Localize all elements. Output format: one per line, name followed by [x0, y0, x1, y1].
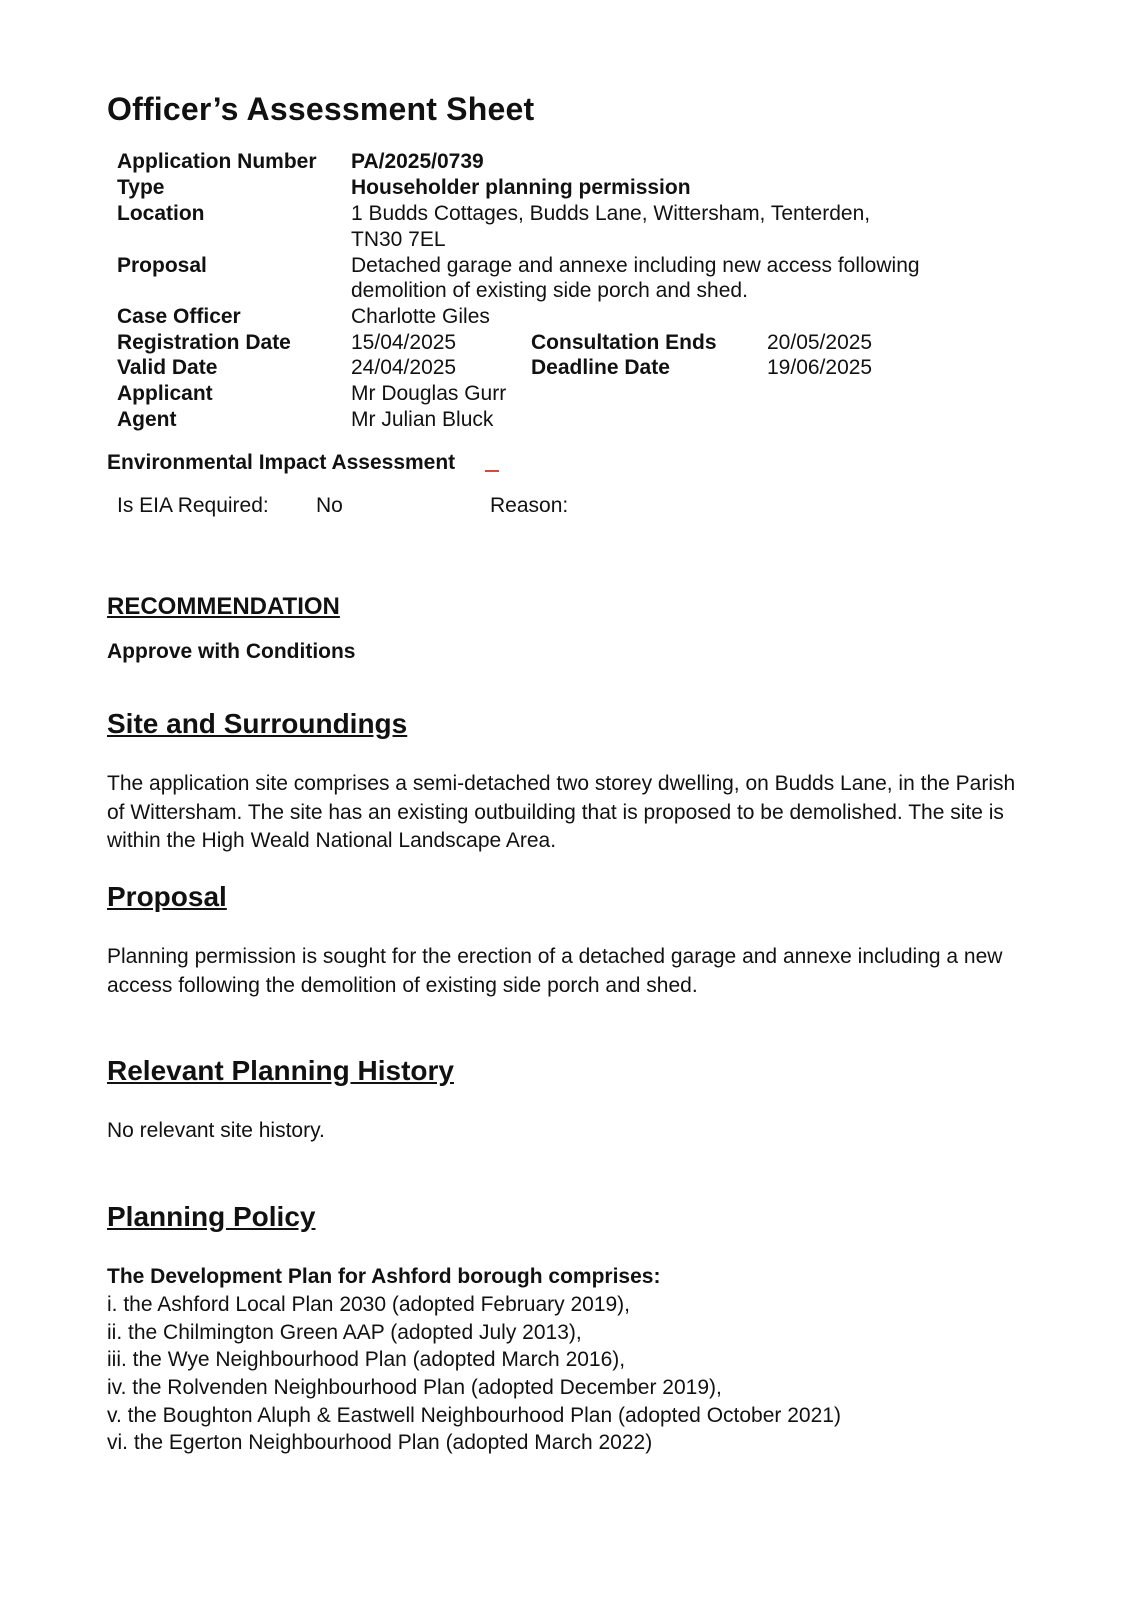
eia-reason-label: Reason: [490, 494, 569, 517]
registration-date-value: 15/04/2025 [351, 331, 457, 354]
applicant-label: Applicant [117, 382, 213, 405]
policy-list-item: v. the Boughton Aluph & Eastwell Neighbourhood Plan (adopted October 2021) [107, 1404, 841, 1427]
proposal-value-line1: Detached garage and annexe including new access following [351, 254, 920, 277]
policy-list-item: vi. the Egerton Neighbourhood Plan (adopted March 2022) [107, 1431, 653, 1454]
proposal-heading: Proposal [107, 881, 227, 912]
proposal-label: Proposal [117, 254, 207, 277]
application-number-label: Application Number [117, 150, 317, 173]
agent-value: Mr Julian Bluck [351, 408, 494, 431]
case-officer-label: Case Officer [117, 305, 241, 328]
eia-heading: Environmental Impact Assessment [107, 451, 456, 474]
proposal-value-line2: demolition of existing side porch and shed. [351, 279, 748, 302]
policy-intro: The Development Plan for Ashford borough comprises: [107, 1265, 661, 1288]
proposal-text: Planning permission is sought for the erection of a detached garage and annexe including a new access following the demolition of existing side porch and shed. [107, 945, 1003, 997]
type-label: Type [117, 176, 165, 199]
application-number-value: PA/2025/0739 [351, 150, 484, 173]
eia-edit-mark [485, 470, 499, 472]
recommendation-value: Approve with Conditions [107, 640, 356, 663]
policy-list-item: iii. the Wye Neighbourhood Plan (adopted March 2016), [107, 1348, 626, 1371]
policy-heading: Planning Policy [107, 1201, 316, 1232]
history-heading: Relevant Planning History [107, 1055, 454, 1086]
location-value-line2: TN30 7EL [351, 228, 446, 251]
applicant-value: Mr Douglas Gurr [351, 382, 507, 405]
case-officer-value: Charlotte Giles [351, 305, 490, 328]
consultation-ends-label: Consultation Ends [531, 331, 717, 354]
location-value-line1: 1 Budds Cottages, Budds Lane, Wittersham, Tenterden, [351, 202, 871, 225]
history-text: No relevant site history. [107, 1119, 325, 1142]
site-text: The application site comprises a semi-detached two storey dwelling, on Budds Lane, in the Parish of Wittersham. The site has an existing outbuilding that is proposed to be demolished. The site is within the High Weald National Landscape Area. [107, 772, 1016, 852]
site-heading: Site and Surroundings [107, 708, 408, 739]
policy-list-item: iv. the Rolvenden Neighbourhood Plan (adopted December 2019), [107, 1376, 722, 1399]
valid-date-value: 24/04/2025 [351, 356, 457, 379]
consultation-ends-value: 20/05/2025 [767, 331, 873, 354]
deadline-date-label: Deadline Date [531, 356, 670, 379]
policy-list-item: ii. the Chilmington Green AAP (adopted July 2013), [107, 1321, 582, 1344]
registration-date-label: Registration Date [117, 331, 291, 354]
recommendation-heading: RECOMMENDATION [107, 593, 340, 620]
eia-required-value: No [316, 494, 343, 517]
agent-label: Agent [117, 408, 177, 431]
policy-list-item: i. the Ashford Local Plan 2030 (adopted February 2019), [107, 1293, 631, 1316]
eia-required-label: Is EIA Required: [117, 494, 269, 517]
location-label: Location [117, 202, 205, 225]
type-value: Householder planning permission [351, 176, 691, 199]
deadline-date-value: 19/06/2025 [767, 356, 873, 379]
valid-date-label: Valid Date [117, 356, 218, 379]
page-title: Officer’s Assessment Sheet [107, 91, 535, 127]
